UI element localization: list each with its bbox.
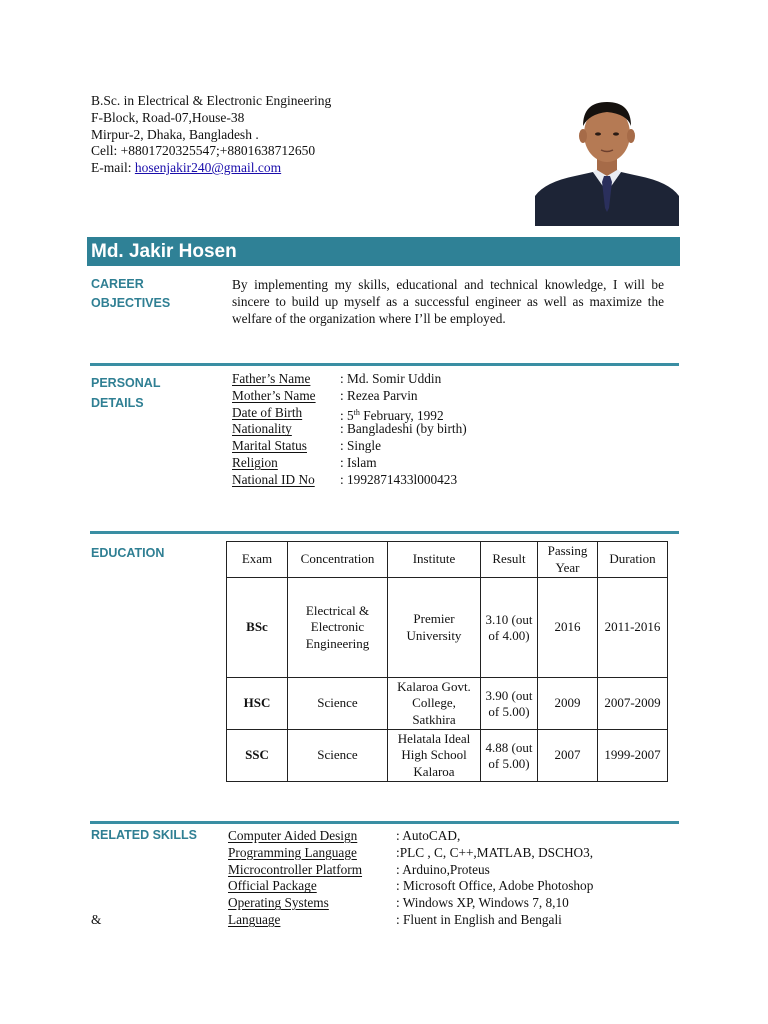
career-objectives-title: [91, 275, 170, 312]
personal-row: [232, 388, 652, 405]
cell-duration: 2007-2009: [598, 678, 668, 730]
header-concentration: Concentration: [288, 542, 388, 578]
table-row: [227, 678, 668, 730]
cell-result: 4.88 (out of 5.00): [481, 730, 538, 782]
email-label: E-mail:: [91, 160, 135, 176]
header-exam: Exam: [227, 542, 288, 578]
education-table: [226, 541, 668, 782]
dob-day: : 5: [340, 407, 354, 423]
personal-row: [232, 421, 652, 438]
personal-key: Religion: [232, 454, 278, 470]
section-divider: [90, 821, 679, 824]
cell-year: 2007: [538, 730, 598, 782]
section-divider: [90, 531, 679, 534]
cell-institute: Kalaroa Govt. College, Satkhira: [388, 678, 481, 730]
personal-key: Date of Birth: [232, 404, 303, 420]
personal-key: National ID No: [232, 471, 315, 487]
education-title: EDUCATION: [91, 546, 165, 560]
skill-row: [228, 845, 668, 862]
personal-key: Nationality: [232, 421, 292, 437]
table-row: [227, 578, 668, 678]
personal-value: : Md. Somir Uddin: [340, 371, 442, 386]
skill-row: [228, 828, 668, 845]
cell-exam: BSc: [227, 578, 288, 678]
cell-year: 2009: [538, 678, 598, 730]
personal-title-line2: DETAILS: [91, 396, 144, 410]
header-duration: Duration: [598, 542, 668, 578]
skill-key: Official Package: [228, 878, 317, 894]
personal-key: Marital Status: [232, 438, 307, 454]
career-title-line2: OBJECTIVES: [91, 295, 171, 310]
cell-concentration: Science: [288, 730, 388, 782]
header-result: Result: [481, 542, 538, 578]
personal-row: [232, 371, 652, 388]
skill-value: : Fluent in English and Bengali: [396, 911, 562, 927]
skill-key: Programming Language: [228, 844, 357, 860]
career-title-line1: CAREER: [91, 277, 144, 291]
ampersand-mark: &: [91, 912, 102, 927]
personal-value: : Islam: [340, 454, 377, 470]
dob-rest: February, 1992: [359, 407, 444, 423]
cell-exam: HSC: [227, 678, 288, 730]
personal-details-list: [232, 371, 652, 489]
related-skills-title: RELATED SKILLS: [91, 828, 198, 842]
skills-list: [228, 828, 668, 929]
cell-institute: Helatala Ideal High School Kalaroa: [388, 730, 481, 782]
cell-result: 3.10 (out of 4.00): [481, 578, 538, 678]
section-divider: [90, 363, 679, 366]
skill-row: [228, 912, 668, 929]
personal-row: [232, 472, 652, 489]
skill-key: Microcontroller Platform: [228, 861, 363, 877]
cell-year: 2016: [538, 578, 598, 678]
dob-suffix: th: [353, 407, 360, 417]
profile-photo: [535, 96, 679, 226]
degree-text: B.Sc. in Electrical & Electronic Engineering: [91, 93, 332, 108]
profile-photo-icon: [535, 96, 679, 226]
email-line: [91, 160, 331, 177]
skill-key: Computer Aided Design: [228, 828, 358, 843]
personal-value: : Single: [340, 438, 382, 454]
personal-row: [232, 455, 652, 472]
personal-value: : Rezea Parvin: [340, 387, 418, 403]
personal-value: : 1992871433l000423: [340, 471, 458, 487]
skill-value: : AutoCAD,: [396, 828, 461, 843]
skill-value: : Arduino,Proteus: [396, 861, 490, 877]
skill-row: [228, 862, 668, 879]
career-objective-text: By implementing my skills, educational and technical knowledge, I will be sincere to build up myself as a successful engineer as well as maximize the welfare of the organization where I’ll be employed.: [232, 277, 664, 326]
personal-title-line1: PERSONAL: [91, 376, 161, 390]
personal-key: Father’s Name: [232, 371, 311, 386]
education-header-row: [227, 542, 668, 578]
name-bar: Md. Jakir Hosen: [87, 237, 680, 266]
header-institute: Institute: [388, 542, 481, 578]
skill-value: :PLC , C, C++,MATLAB, DSCHO3,: [396, 844, 594, 860]
personal-key: Mother’s Name: [232, 387, 316, 403]
personal-row: [232, 405, 652, 422]
cell-institute: Premier University: [388, 578, 481, 678]
skill-key: Language: [228, 911, 281, 927]
cell-exam: SSC: [227, 730, 288, 782]
skill-key: Operating Systems: [228, 895, 329, 911]
personal-value: : Bangladeshi (by birth): [340, 421, 467, 437]
header-passing-year: Passing Year: [538, 542, 598, 578]
cell-concentration: Science: [288, 678, 388, 730]
table-row: [227, 730, 668, 782]
personal-row: [232, 438, 652, 455]
cell-duration: 2011-2016: [598, 578, 668, 678]
address-line-2: Mirpur-2, Dhaka, Bangladesh .: [91, 126, 259, 142]
personal-details-title: [91, 373, 160, 413]
cell-result: 3.90 (out of 5.00): [481, 678, 538, 730]
cell-duration: 1999-2007: [598, 730, 668, 782]
address-line-1: F-Block, Road-07,House-38: [91, 109, 245, 125]
cell-text: Cell: +8801720325547;+8801638712650: [91, 143, 316, 159]
contact-block: [91, 93, 331, 177]
skill-value: : Microsoft Office, Adobe Photoshop: [396, 878, 594, 894]
cell-concentration: Electrical & Electronic Engineering: [288, 578, 388, 678]
skill-value: : Windows XP, Windows 7, 8,10: [396, 895, 569, 911]
skill-row: [228, 895, 668, 912]
skill-row: [228, 878, 668, 895]
email-link[interactable]: hosenjakir240@gmail.com: [134, 160, 282, 176]
